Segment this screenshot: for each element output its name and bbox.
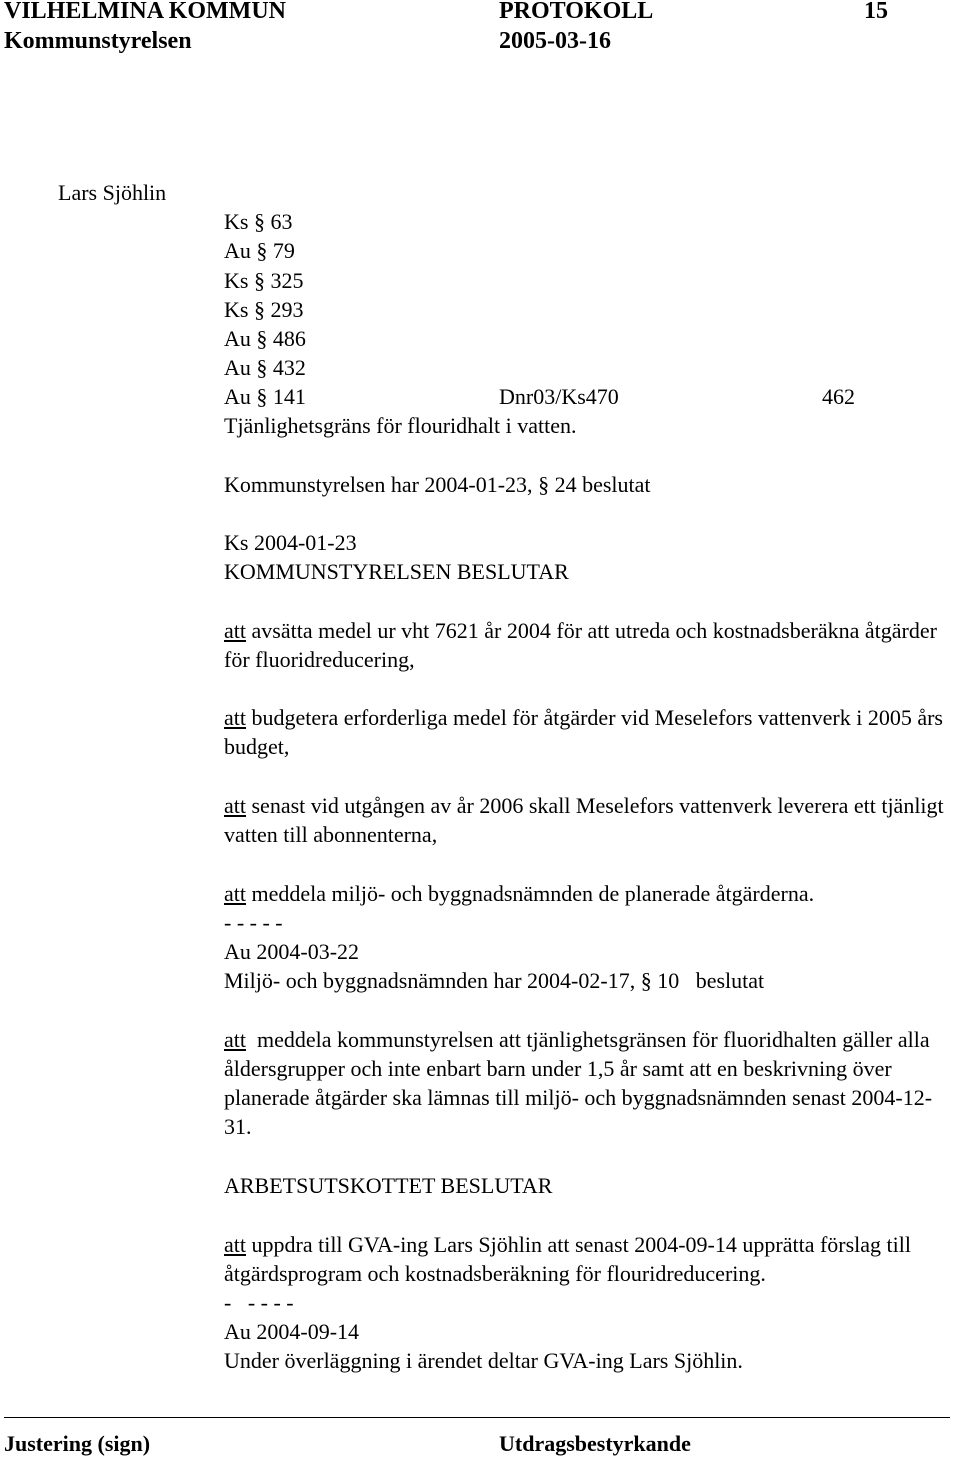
case-number: 462 bbox=[822, 384, 855, 409]
att-word: att bbox=[224, 705, 246, 730]
intro-text-end: 24 beslutat bbox=[554, 472, 651, 497]
decision-text: uppdra till GVA-ing Lars Sjöhlin att senast 2004-09-14 upprätta förslag till åtgärdsprogram och kostnadsberäkning för flouridreducering. bbox=[224, 1232, 911, 1286]
reference-number: 325 bbox=[270, 268, 304, 293]
separator: - - - - - bbox=[224, 910, 283, 935]
att-word: att bbox=[224, 793, 246, 818]
reference-number: 293 bbox=[270, 297, 304, 322]
footer-justering: Justering (sign) bbox=[4, 1431, 151, 1456]
section-symbol: § bbox=[253, 297, 265, 322]
reference-item bbox=[224, 266, 303, 295]
att-word: att bbox=[224, 618, 246, 643]
section-symbol: § bbox=[256, 355, 268, 380]
separator: - - - - - bbox=[224, 1290, 294, 1315]
mbn-line bbox=[224, 966, 764, 995]
dnr: Dnr03/Ks470 bbox=[499, 384, 619, 409]
au-decision bbox=[224, 1230, 959, 1288]
au-heading: ARBETSUTSKOTTET BESLUTAR bbox=[224, 1173, 553, 1198]
reference-item bbox=[224, 382, 306, 411]
reference-org: Au bbox=[224, 326, 251, 351]
decision-text: avsätta medel ur vht 7621 år 2004 för att utreda och kostnadsberäkna åtgärder för fluoridreducering, bbox=[224, 618, 937, 672]
mbn-text-end: 10 beslutat bbox=[657, 968, 765, 993]
reference-org: Ks bbox=[224, 297, 249, 322]
footer-utdragsbestyrkande: Utdragsbestyrkande bbox=[499, 1431, 691, 1456]
section-symbol: § bbox=[256, 238, 268, 263]
document-type: PROTOKOLL bbox=[499, 0, 654, 24]
reference-item bbox=[224, 353, 306, 382]
au-2-text: Under överläggning i ärendet deltar GVA-ing Lars Sjöhlin. bbox=[224, 1348, 743, 1373]
ks-heading: KOMMUNSTYRELSEN BESLUTAR bbox=[224, 559, 569, 584]
reference-number: 79 bbox=[272, 238, 295, 263]
reference-item bbox=[224, 324, 306, 353]
decision-text: senast vid utgången av år 2006 skall Meselefors vattenverk leverera ett tjänligt vatten till abonnenterna, bbox=[224, 793, 944, 847]
decision-text: meddela kommunstyrelsen att tjänlighetsgränsen för fluoridhalten gäller alla åldersgrupper och inte enbart barn under 1,5 år samt att en beskrivning över planerade åtgärder ska lämnas till miljö- och byggnadsnämnden senast 2004-12-31. bbox=[224, 1027, 936, 1139]
ks-date: Ks 2004-01-23 bbox=[224, 530, 357, 555]
reference-number: 432 bbox=[272, 355, 306, 380]
decision-text: budgetera erforderliga medel för åtgärder vid Meselefors vattenverk i 2005 års budget, bbox=[224, 705, 943, 759]
case-title: Tjänlighetsgräns för flouridhalt i vatten. bbox=[224, 413, 577, 438]
section-symbol: § bbox=[538, 472, 550, 497]
au-date-1: Au 2004-03-22 bbox=[224, 939, 360, 964]
decision-text: meddela miljö- och byggnadsnämnden de planerade åtgärderna. bbox=[246, 881, 815, 906]
section-symbol: § bbox=[640, 968, 652, 993]
mbn-decision bbox=[224, 1025, 959, 1141]
reference-org: Au bbox=[224, 238, 251, 263]
section-symbol: § bbox=[253, 268, 265, 293]
header-body: Kommunstyrelsen bbox=[4, 28, 192, 54]
reference-org: Ks bbox=[224, 268, 249, 293]
ks-decision-2 bbox=[224, 703, 959, 761]
section-symbol: § bbox=[256, 384, 268, 409]
section-symbol: § bbox=[253, 209, 265, 234]
ks-decision-4 bbox=[224, 879, 959, 908]
reference-item bbox=[224, 295, 303, 324]
reference-org: Au bbox=[224, 384, 251, 409]
municipality-name: VILHELMINA KOMMUN bbox=[4, 0, 286, 24]
footer-rule bbox=[4, 1417, 950, 1418]
reference-number: 486 bbox=[272, 326, 306, 351]
att-word: att bbox=[224, 1232, 246, 1257]
att-word: att bbox=[224, 1027, 246, 1052]
section-symbol: § bbox=[256, 326, 268, 351]
intro-text: Kommunstyrelsen har 2004-01-23, bbox=[224, 472, 533, 497]
reference-org: Au bbox=[224, 355, 251, 380]
header-date: 2005-03-16 bbox=[499, 28, 611, 54]
reference-number: 63 bbox=[270, 209, 293, 234]
ks-decision-3 bbox=[224, 791, 959, 849]
att-word: att bbox=[224, 881, 246, 906]
reference-org: Ks bbox=[224, 209, 249, 234]
reference-item bbox=[224, 207, 292, 236]
au-date-2: Au 2004-09-14 bbox=[224, 1319, 360, 1344]
reference-number: 141 bbox=[272, 384, 306, 409]
ks-decision-1 bbox=[224, 616, 959, 674]
page-number: 15 bbox=[864, 0, 888, 24]
responsible-person: Lars Sjöhlin bbox=[58, 180, 167, 205]
intro-line bbox=[224, 470, 651, 499]
reference-item bbox=[224, 236, 295, 265]
mbn-text: Miljö- och byggnadsnämnden har 2004-02-17, bbox=[224, 968, 636, 993]
